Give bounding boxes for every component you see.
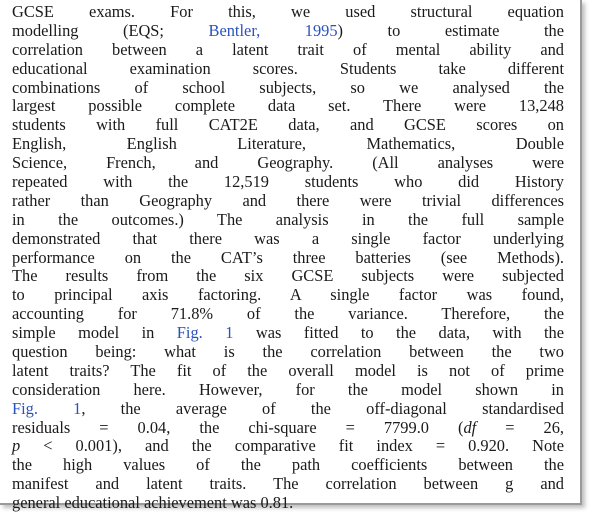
text-line: demonstrated that there was a single factor underlying [12, 228, 564, 248]
italic-symbol: df [463, 417, 477, 437]
reference-link[interactable]: Fig. 1 [176, 323, 234, 343]
text-segment: , the average of the off-diagonal standardised [81, 398, 564, 418]
text-line [12, 437, 564, 456]
text-line: repeated with the 12,519 students who did History [12, 172, 564, 192]
text-line: consideration here. However, for the model shown in [12, 379, 564, 399]
text-segment: = 26, [476, 417, 564, 437]
text-line: question being: what is the correlation between the two [12, 342, 564, 362]
text-line: correlation between a latent trait of mental ability and [12, 39, 564, 59]
text-line: performance on the CAT’s three batteries (see Methods). [12, 247, 564, 267]
text-line: educational examination scores. Students take different [12, 58, 564, 78]
text-line [12, 400, 564, 419]
text-line: the high values of the path coefficients between the [12, 455, 564, 475]
text-line: latent traits? The fit of the overall model is not of prime [12, 360, 564, 380]
text-line: English, English Literature, Mathematics, Double [12, 134, 564, 154]
text-line: largest possible complete data set. There were 13,248 [12, 96, 564, 116]
italic-symbol: p [12, 436, 21, 456]
text-segment: was fitted to the data, with the [233, 323, 565, 343]
text-line [12, 419, 564, 438]
text-segment: residuals = 0.04, the chi-square = 7799.0 ( [12, 417, 464, 437]
reference-link[interactable]: Bentler, 1995 [208, 20, 338, 40]
text-line: rather than Geography and there were trivial differences [12, 190, 564, 210]
text-line: Science, French, and Geography. (All analyses were [12, 153, 564, 173]
body-paragraph [12, 3, 564, 513]
text-line: students with full CAT2E data, and GCSE scores on [12, 115, 564, 135]
text-line: general educational achievement was 0.81. [12, 493, 294, 513]
text-line: manifest and latent traits. The correlation between g and [12, 474, 564, 494]
text-line: GCSE exams. For this, we used structural equation [12, 2, 564, 21]
text-line [12, 324, 564, 343]
text-line: accounting for 71.8% of the variance. Therefore, the [12, 304, 564, 324]
text-line: in the outcomes.) The analysis in the full sample [12, 209, 564, 229]
text-segment: modelling (EQS; [12, 20, 209, 40]
text-line: to principal axis factoring. A single factor was found, [12, 285, 564, 305]
text-segment: < 0.001), and the comparative fit index = 0.920. Note [20, 436, 564, 456]
text-line: The results from the six GCSE subjects were subjected [12, 266, 564, 286]
text-line: combinations of school subjects, so we analysed the [12, 77, 564, 97]
text-segment: ) to estimate the [337, 20, 565, 40]
text-line [12, 22, 564, 41]
text-segment: simple model in [12, 323, 177, 343]
reference-link[interactable]: Fig. 1 [12, 398, 82, 418]
